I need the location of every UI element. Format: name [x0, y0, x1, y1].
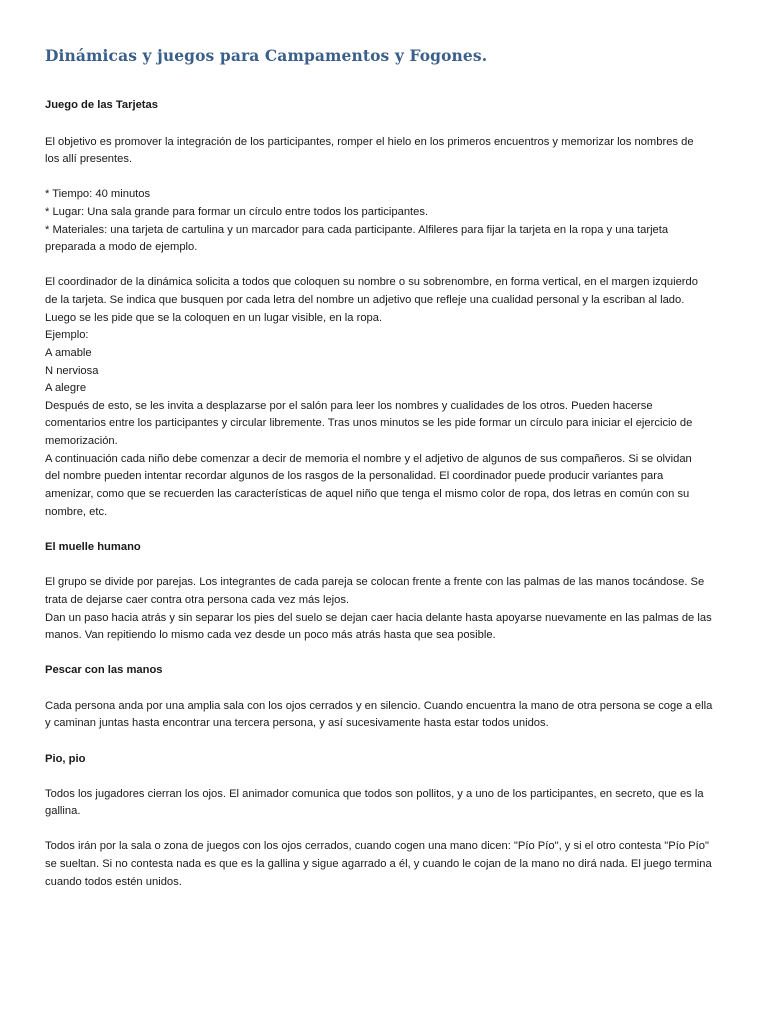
paragraph-line: de la tarjeta. Se indica que busquen por cada letra del nombre un adjetivo que refleje una cualidad personal y la escriban al lado.: [45, 294, 685, 306]
paragraph-line: y caminan juntas hasta encontrar una tercera persona, y así sucesivamente hasta estar todos unidos.: [45, 717, 549, 729]
page-title: Dinámicas y juegos para Campamentos y Fogones.: [45, 46, 488, 65]
paragraph-line: El objetivo es promover la integración de los participantes, romper el hielo en los primeros encuentros y memorizar los nombres de: [45, 136, 694, 148]
paragraph-line: El grupo se divide por parejas. Los integrantes de cada pareja se colocan frente a frente con las palmas de las manos tocándose. Se: [45, 576, 705, 588]
paragraph-line: Después de esto, se les invita a desplazarse por el salón para leer los nombres y cualidades de los otros. Pueden hacerse: [45, 400, 653, 412]
paragraph-line: A continuación cada niño debe comenzar a decir de memoria el nombre y el adjetivo de algunos de sus compañeros. Si se olvidan: [45, 453, 692, 465]
paragraph-line: gallina.: [45, 805, 81, 817]
paragraph-line: manos. Van repitiendo lo mismo cada vez desde un poco más atrás hasta que sea posible.: [45, 629, 496, 641]
paragraph-line: trata de dejarse caer contra otra persona cada vez más lejos.: [45, 594, 350, 606]
paragraph-line: Todos irán por la sala o zona de juegos con los ojos cerrados, cuando cogen una mano dicen: "Pío Pío", y si el otro contesta "Pío Pío": [45, 840, 709, 852]
list-item: * Tiempo: 40 minutos: [45, 188, 151, 200]
section-heading-pio: Pio, pio: [45, 753, 86, 765]
paragraph-line: los allí presentes.: [45, 153, 133, 165]
list-item: * Lugar: Una sala grande para formar un círculo entre todos los participantes.: [45, 206, 429, 218]
paragraph-line: Todos los jugadores cierran los ojos. El animador comunica que todos son pollitos, y a uno de los participantes, en secreto, que es la: [45, 788, 704, 800]
paragraph-line: Cada persona anda por una amplia sala con los ojos cerrados y en silencio. Cuando encuentra la mano de otra persona se coge a ella: [45, 700, 713, 712]
section-heading-muelle: El muelle humano: [45, 541, 141, 553]
section-heading-pescar: Pescar con las manos: [45, 664, 163, 676]
section-heading-tarjetas: Juego de las Tarjetas: [45, 99, 158, 111]
paragraph-line: se sueltan. Si no contesta nada es que es la gallina y sigue agarrado a él, y cuando le cojan de la mano no dirá nada. El juego termina: [45, 858, 712, 870]
paragraph-line: comentarios entre los participantes y circular libremente. Tras unos minutos se les pide formar un círculo para iniciar el ejercicio de: [45, 417, 693, 429]
paragraph-line: Ejemplo:: [45, 329, 89, 341]
paragraph-line: Dan un paso hacia atrás y sin separar los pies del suelo se dejan caer hacia delante hasta apoyarse nuevamente en las palmas de las: [45, 612, 712, 624]
list-item: preparada a modo de ejemplo.: [45, 241, 198, 253]
list-item: * Materiales: una tarjeta de cartulina y un marcador para cada participante. Alfileres para fijar la tarjeta en la ropa y una tarjeta: [45, 224, 669, 236]
example-line: N nerviosa: [45, 365, 99, 377]
paragraph-line: El coordinador de la dinámica solicita a todos que coloquen su nombre o su sobrenombre, en forma vertical, en el margen izquierdo: [45, 276, 698, 288]
paragraph-line: Luego se les pide que se la coloquen en un lugar visible, en la ropa.: [45, 312, 383, 324]
paragraph-line: amenizar, como que se recuerden las características de aquel niño que tenga el mismo color de ropa, dos letras en común con su: [45, 488, 690, 500]
example-line: A alegre: [45, 382, 87, 394]
paragraph-line: memorización.: [45, 435, 118, 447]
paragraph-line: nombre, etc.: [45, 506, 108, 518]
example-line: A amable: [45, 347, 92, 359]
paragraph-line: cuando todos estén unidos.: [45, 876, 182, 888]
paragraph-line: del nombre pueden intentar recordar algunos de los rasgos de la personalidad. El coordinador puede producir variantes para: [45, 470, 664, 482]
